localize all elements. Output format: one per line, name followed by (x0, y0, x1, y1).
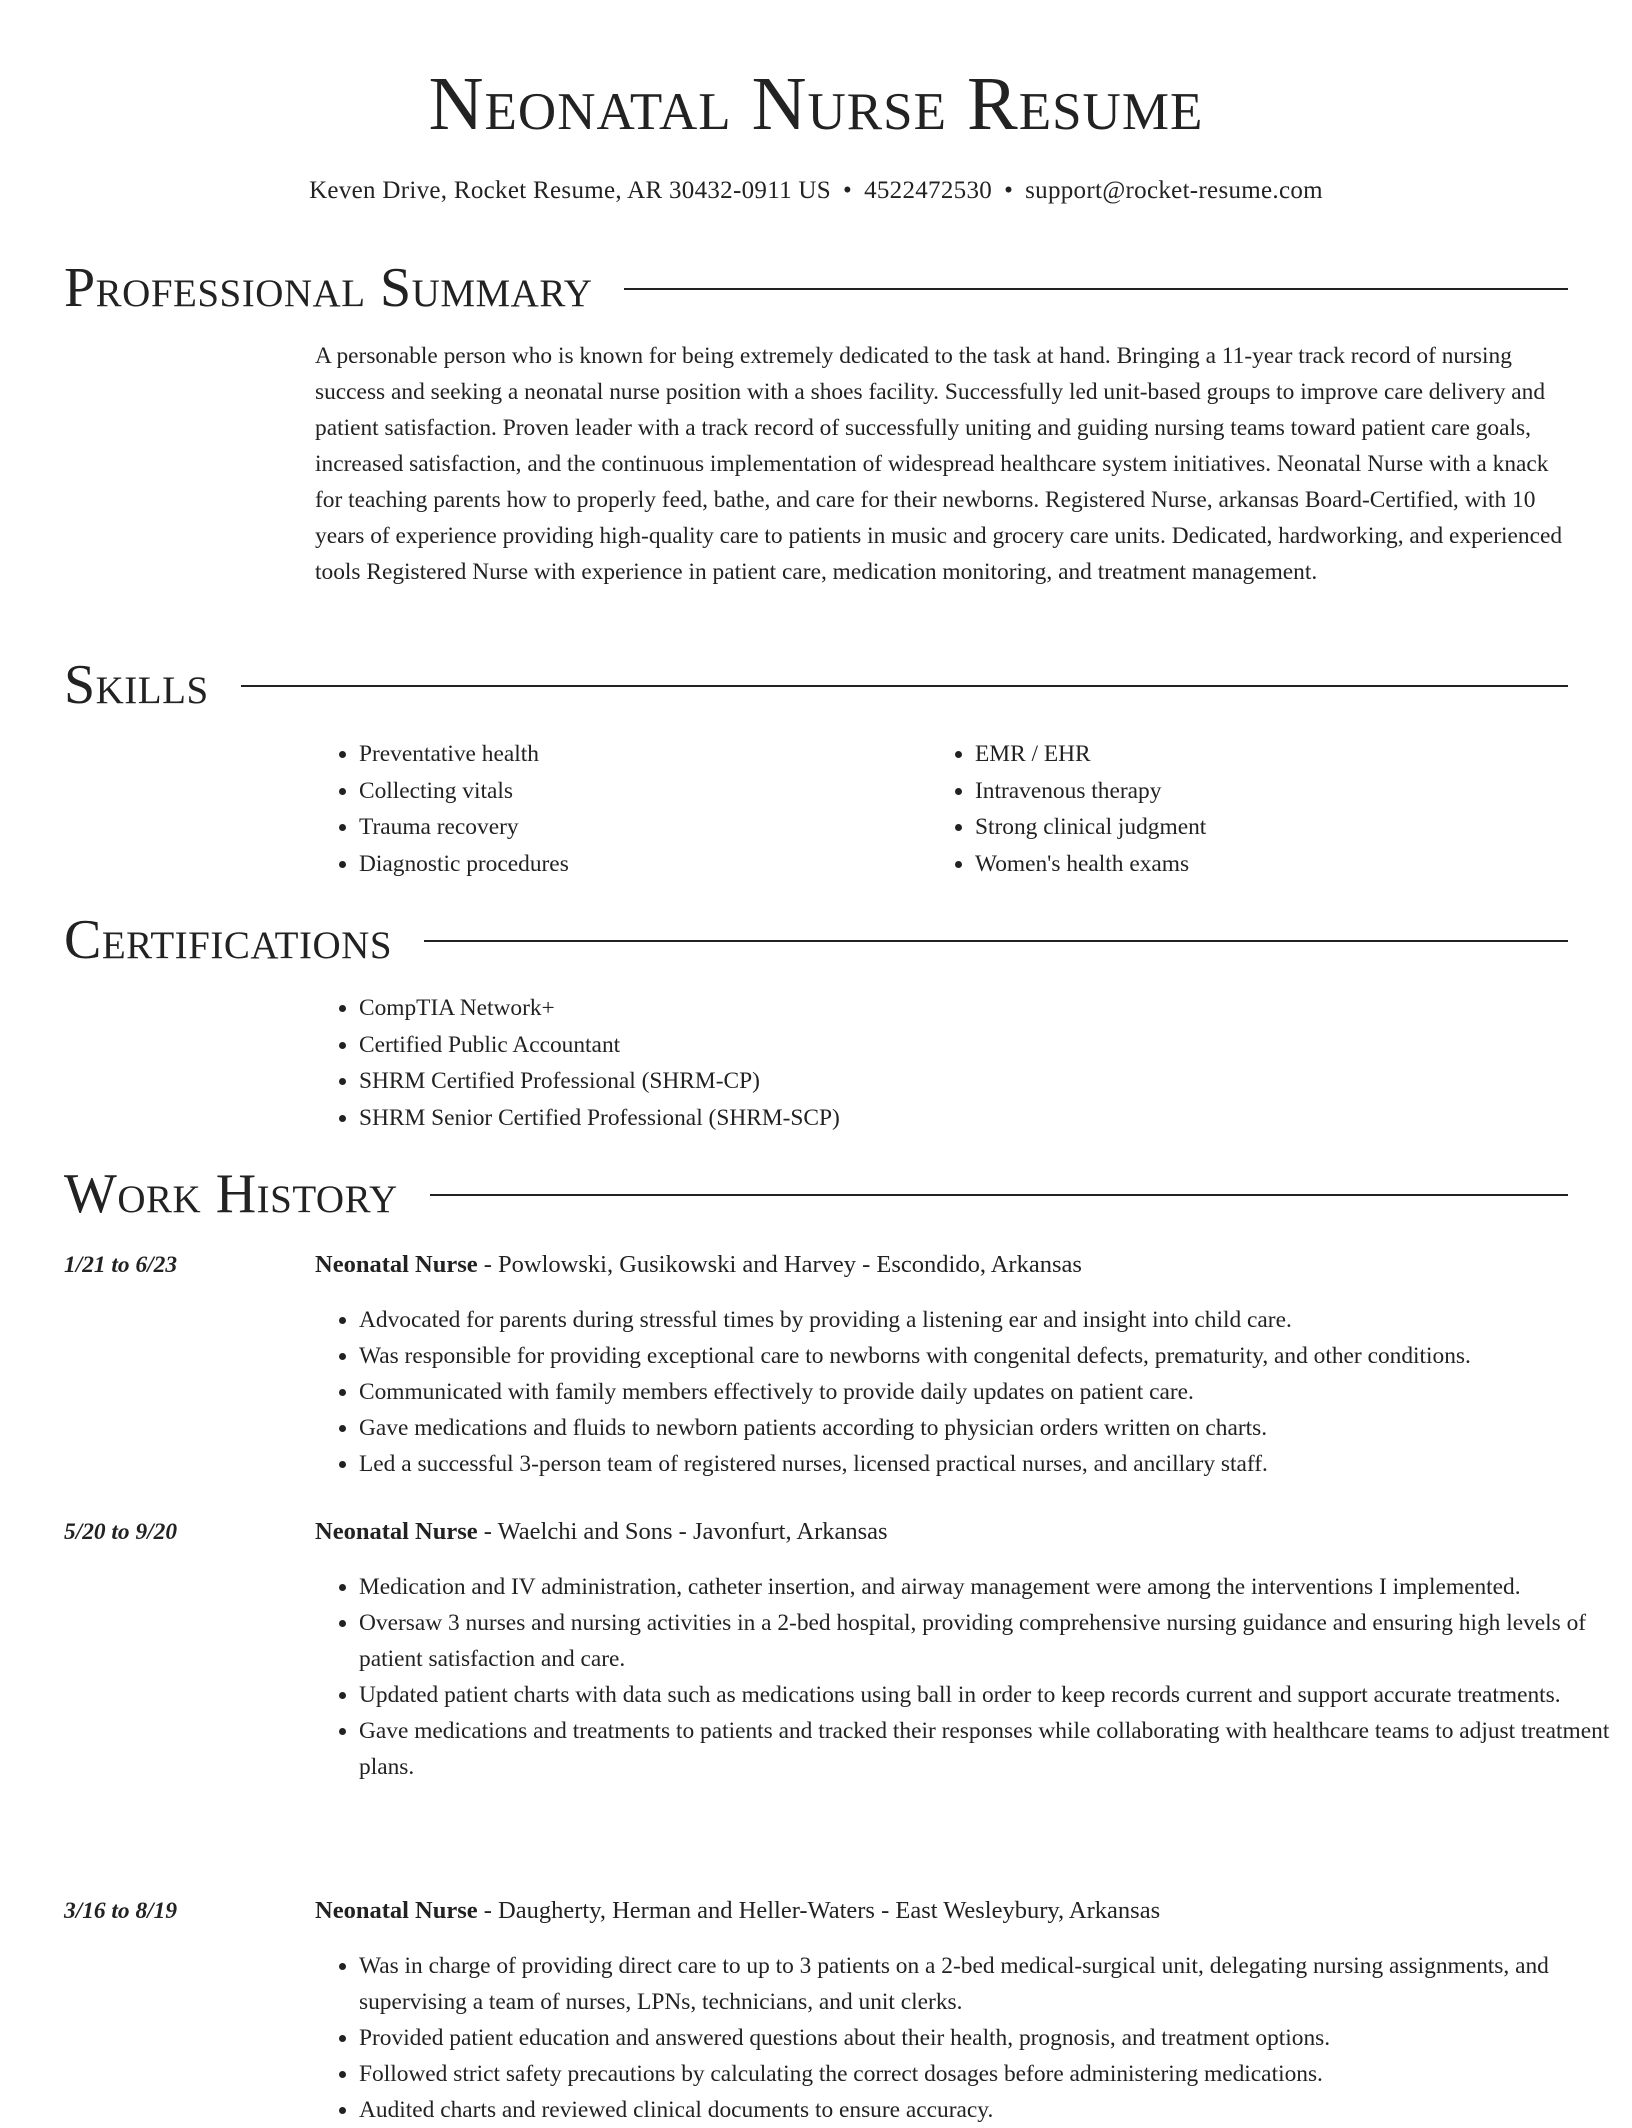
certifications-heading (64, 905, 1568, 975)
section-divider (424, 940, 1568, 942)
skill-item: • Trauma recovery (359, 809, 919, 846)
job-bullet: • Provided patient education and answered questions about their health, prognosis, and treatment options. (359, 2020, 1612, 2056)
job-bullet: • Led a successful 3-person team of registered nurses, licensed practical nurses, and ancillary staff. (359, 1446, 1612, 1482)
section-divider (241, 685, 1568, 687)
summary-heading (64, 253, 1568, 323)
skill-item: • Preventative health (359, 736, 919, 773)
job-bullet: • Was in charge of providing direct care to up to 3 patients on a 2-bed medical-surgical unit, delegating nursing assignments, and supervising a team of nurses, LPNs, technicians, and unit clerks. (359, 1948, 1612, 2020)
contact-line (0, 174, 1632, 208)
skill-item: • Diagnostic procedures (359, 846, 919, 883)
job-bullet: • Oversaw 3 nurses and nursing activities in a 2-bed hospital, providing comprehensive nursing guidance and ensuring high levels of patient satisfaction and care. (359, 1605, 1612, 1677)
job-title: Neonatal Nurse (315, 1251, 478, 1278)
skills-list-left (315, 736, 919, 882)
work-history-heading-text: Work History (64, 1163, 398, 1225)
job-heading (315, 1247, 1568, 1283)
certification-item: • SHRM Certified Professional (SHRM-CP) (359, 1063, 1259, 1100)
job-bullets (315, 1302, 1612, 1482)
skills-list-right (931, 736, 1575, 882)
resume-title: Neonatal Nurse Resume (428, 62, 1204, 146)
job-company: - Daugherty, Herman and Heller-Waters - East Wesleybury, Arkansas (477, 1897, 1161, 1924)
work-history-heading (64, 1159, 1568, 1229)
job-bullet: • Audited charts and reviewed clinical documents to ensure accuracy. (359, 2092, 1612, 2128)
skill-item: • Collecting vitals (359, 773, 919, 810)
certification-item: • Certified Public Accountant (359, 1027, 1259, 1064)
contact-address: Keven Drive, Rocket Resume, AR 30432-0911 US (309, 177, 831, 204)
contact-email: support@rocket-resume.com (1025, 177, 1323, 204)
job-heading (315, 1893, 1568, 1929)
job-dates: 1/21 to 6/23 (64, 1252, 178, 1278)
job-bullet: • Followed strict safety precautions by calculating the correct dosages before administering medications. (359, 2056, 1612, 2092)
skill-item: • Intravenous therapy (975, 773, 1575, 810)
certifications-list (315, 990, 1259, 1136)
job-bullet: • Gave medications and treatments to patients and tracked their responses while collaborating with healthcare teams to adjust treatment plans. (359, 1713, 1612, 1785)
summary-paragraph: A personable person who is known for being extremely dedicated to the task at hand. Bringing a 11-year track record of nursing success and seeking a neonatal nurse position with a shoes facility. Successfully led unit-based groups to improve care delivery and patient satisfaction. Proven leader with a track record of successfully uniting and guiding nursing teams toward patient care goals, increased satisfaction, and the continuous implementation of widespread healthcare system initiatives. Neonatal Nurse with a knack for teaching parents how to properly feed, bathe, and care for their newborns. Registered Nurse, arkansas Board-Certified, with 10 years of experience providing high-quality care to patients in music and grocery care units. Dedicated, hardworking, and experienced tools Registered Nurse with experience in patient care, medication monitoring, and treatment management. (315, 343, 1563, 585)
skill-item: • Strong clinical judgment (975, 809, 1575, 846)
job-title: Neonatal Nurse (315, 1518, 478, 1545)
job-company: - Waelchi and Sons - Javonfurt, Arkansas (477, 1518, 888, 1545)
job-heading (315, 1514, 1568, 1550)
section-divider (430, 1194, 1568, 1196)
summary-heading-text: Professional Summary (64, 257, 593, 319)
contact-phone: 4522472530 (864, 177, 993, 204)
job-bullet: • Was responsible for providing exceptional care to newborns with congenital defects, prematurity, and other conditions. (359, 1338, 1612, 1374)
job-title: Neonatal Nurse (315, 1897, 478, 1924)
certifications-heading-text: Certifications (64, 909, 393, 971)
contact-separator: • (843, 177, 853, 204)
skills-heading-text: Skills (64, 654, 209, 716)
job-company: - Powlowski, Gusikowski and Harvey - Escondido, Arkansas (477, 1251, 1082, 1278)
skill-item: • EMR / EHR (975, 736, 1575, 773)
section-divider (624, 288, 1568, 290)
job-dates: 3/16 to 8/19 (64, 1898, 178, 1924)
certification-item: • SHRM Senior Certified Professional (SHRM-SCP) (359, 1100, 1259, 1137)
job-bullet: • Communicated with family members effectively to provide daily updates on patient care. (359, 1374, 1612, 1410)
job-bullet: • Advocated for parents during stressful times by providing a listening ear and insight into child care. (359, 1302, 1612, 1338)
job-bullets (315, 1948, 1612, 2128)
job-dates: 5/20 to 9/20 (64, 1519, 178, 1545)
job-bullet: • Gave medications and fluids to newborn patients according to physician orders written on charts. (359, 1410, 1612, 1446)
contact-separator: • (1004, 177, 1014, 204)
job-bullet: • Updated patient charts with data such as medications using ball in order to keep records current and support accurate treatments. (359, 1677, 1612, 1713)
certification-item: • CompTIA Network+ (359, 990, 1259, 1027)
job-bullets (315, 1569, 1612, 1785)
skill-item: • Women's health exams (975, 846, 1575, 883)
job-bullet: • Medication and IV administration, catheter insertion, and airway management were among the interventions I implemented. (359, 1569, 1612, 1605)
skills-heading (64, 650, 1568, 720)
